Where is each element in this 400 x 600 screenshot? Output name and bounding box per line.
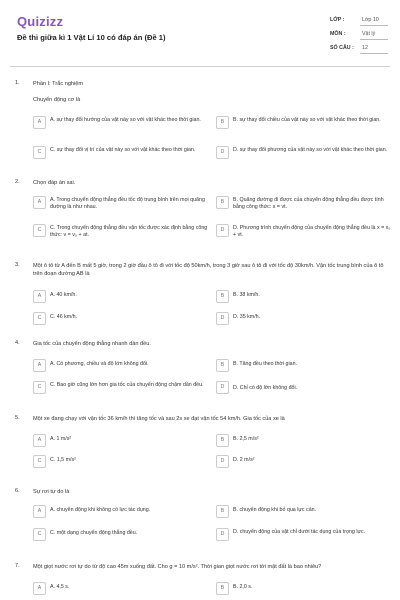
option-c[interactable]	[33, 381, 203, 397]
option-b[interactable]	[216, 582, 386, 598]
option-d[interactable]	[216, 312, 386, 328]
question-subtext: Chuyển động cơ là	[33, 97, 81, 103]
option-letter: B	[216, 434, 229, 447]
option-b[interactable]	[216, 196, 386, 212]
option-text: B. 2,0 s.	[233, 584, 253, 590]
option-letter: B	[216, 196, 229, 209]
question-number: 5.	[15, 415, 20, 421]
option-text: D. 35 km/h.	[233, 314, 261, 320]
option-b[interactable]	[216, 116, 386, 132]
question-number: 2.	[15, 179, 20, 185]
meta-subject	[330, 31, 390, 41]
option-text: A. chuyển động khi không có lực tác dụng.	[50, 507, 151, 513]
option-text: A. 1 m/s²	[50, 436, 72, 442]
question-number: 3.	[15, 262, 20, 268]
option-c[interactable]	[33, 224, 208, 240]
question-6	[0, 488, 400, 550]
option-letter: D	[216, 146, 229, 159]
option-text: B. 38 km/h.	[233, 292, 260, 298]
meta-underline	[360, 53, 388, 54]
option-letter: D	[216, 528, 229, 541]
option-letter: C	[33, 381, 46, 394]
option-d[interactable]	[216, 146, 386, 162]
option-d[interactable]	[216, 381, 386, 397]
option-letter: D	[216, 224, 229, 237]
question-3	[0, 262, 400, 328]
question-text: Gia tốc của chuyển động thẳng nhanh dần đều.	[33, 341, 151, 347]
option-text: C. sự thay đổi vị trí của vật này so với vật khác theo thời gian.	[50, 147, 196, 153]
option-letter: D	[216, 312, 229, 325]
option-text: A. 40 km/h.	[50, 292, 77, 298]
option-c[interactable]	[33, 528, 203, 544]
option-letter: C	[33, 312, 46, 325]
option-letter: B	[216, 505, 229, 518]
option-text: C. một dạng chuyển động thẳng đều.	[50, 530, 138, 536]
meta-class-label: LỚP :	[330, 17, 345, 23]
quizizz-logo[interactable]: Quizizz	[17, 14, 64, 29]
question-number: 7.	[15, 563, 20, 569]
option-letter: C	[33, 528, 46, 541]
option-b[interactable]	[216, 290, 386, 306]
option-letter: D	[216, 381, 229, 394]
meta-count-label: SỐ CÂU :	[330, 45, 354, 51]
question-number: 6.	[15, 488, 20, 494]
option-letter: A	[33, 505, 46, 518]
option-text: B. Quãng đường đi được của chuyển động thẳng đều được tính bằng công thức: s = vt.	[233, 197, 384, 210]
meta-class	[330, 17, 390, 27]
question-text: Sự rơi tự do là	[33, 489, 70, 495]
option-d[interactable]	[216, 224, 391, 240]
option-b[interactable]	[216, 359, 386, 375]
option-letter: D	[216, 455, 229, 468]
option-a[interactable]	[33, 359, 203, 375]
meta-count	[330, 45, 390, 55]
option-d[interactable]	[216, 528, 386, 544]
option-letter: B	[216, 290, 229, 303]
option-text: B. Tăng đều theo thời gian.	[233, 361, 298, 367]
meta-underline	[360, 39, 388, 40]
meta-class-value: Lớp 10	[362, 17, 379, 23]
meta-subject-label: MÔN :	[330, 31, 346, 37]
option-letter: C	[33, 224, 46, 237]
question-7	[0, 563, 400, 600]
option-b[interactable]	[216, 434, 386, 450]
option-a[interactable]	[33, 434, 203, 450]
option-a[interactable]	[33, 196, 203, 212]
option-letter: A	[33, 359, 46, 372]
option-text: B. chuyển động khi bỏ qua lực cản.	[233, 507, 317, 513]
option-text: C. Trong chuyển động thẳng đều vận tốc được xác định bằng công thức: v = v₀ + at.	[50, 225, 208, 238]
question-1	[0, 80, 400, 170]
option-text: D. 2 m/s²	[233, 457, 255, 463]
option-c[interactable]	[33, 455, 203, 471]
option-d[interactable]	[216, 455, 386, 471]
option-text: A. 4,5 s.	[50, 584, 70, 590]
question-2	[0, 179, 400, 249]
option-letter: A	[33, 116, 46, 129]
question-text: Một xe đang chạy với vận tốc 36 km/h thì tăng tốc và sau 2s xe đạt vận tốc 54 km/h. Gia tốc của xe là	[33, 416, 285, 422]
option-text: D. Chỉ có độ lớn không đổi.	[233, 385, 298, 391]
option-text: A. Trong chuyển động thẳng đều tốc độ trung bình trên mọi quãng đường là như nhau.	[50, 197, 205, 210]
meta-count-value: 12	[362, 45, 368, 51]
option-letter: C	[33, 455, 46, 468]
option-letter: B	[216, 582, 229, 595]
option-c[interactable]	[33, 146, 203, 162]
option-a[interactable]	[33, 116, 203, 132]
option-a[interactable]	[33, 505, 203, 521]
question-text: Chọn đáp án sai.	[33, 180, 76, 186]
option-a[interactable]	[33, 290, 203, 306]
option-letter: B	[216, 116, 229, 129]
option-letter: A	[33, 290, 46, 303]
question-number: 1.	[15, 80, 20, 86]
option-b[interactable]	[216, 505, 386, 521]
option-letter: A	[33, 196, 46, 209]
question-5	[0, 415, 400, 475]
option-c[interactable]	[33, 312, 203, 328]
option-text: A. sự thay đổi hướng của vật này so với vật khác theo thời gian.	[50, 117, 201, 123]
option-text: C. 46 km/h.	[50, 314, 78, 320]
option-letter: A	[33, 582, 46, 595]
question-number: 4.	[15, 340, 20, 346]
header-divider	[10, 66, 390, 67]
option-letter: A	[33, 434, 46, 447]
option-text: C. 1,5 m/s²	[50, 457, 76, 463]
option-text: D. chuyển động của vật chỉ dưới tác dụng của trọng lực.	[233, 529, 366, 535]
document-title: Đề thi giữa kì 1 Vật Lí 10 có đáp án (Đề 1)	[17, 33, 166, 42]
meta-underline	[360, 25, 388, 26]
option-text: D. sự thay đổi phương của vật này so với vật khác theo thời gian.	[233, 147, 388, 153]
header	[0, 0, 400, 68]
question-text: Một giọt nước rơi tự do từ độ cao 45m xuống đất. Cho g = 10 m/s². Thời gian giọt nước rơi tới mặt đất là bao nhiêu?	[33, 564, 322, 570]
meta-subject-value: Vật lý	[362, 31, 376, 37]
question-text: Phần I: Trắc nghiệm	[33, 81, 84, 87]
option-letter: B	[216, 359, 229, 372]
option-text: A. Có phương, chiều và độ lớn không đổi.	[50, 361, 149, 367]
option-text: D. Phương trình chuyển động của chuyển động thẳng đều là x = x₀ + vt.	[233, 225, 391, 238]
option-text: C. Bao giờ cũng lớn hơn gia tốc của chuyển động chậm dần đều.	[50, 382, 204, 388]
option-text: B. 2,5 m/s²	[233, 436, 259, 442]
option-a[interactable]	[33, 582, 203, 598]
question-text: Một ô tô từ A đến B mất 5 giờ, trong 2 giờ đầu ô tô đi với tốc độ 50km/h, trong 3 giờ sau ô tô đi với tốc độ 30km/h. Vận tốc trung bình của ô tô trên đoạn đường AB là	[33, 263, 384, 277]
question-4	[0, 340, 400, 402]
option-text: B. sự thay đổi chiều của vật này so với vật khác theo thời gian.	[233, 117, 381, 123]
option-letter: C	[33, 146, 46, 159]
